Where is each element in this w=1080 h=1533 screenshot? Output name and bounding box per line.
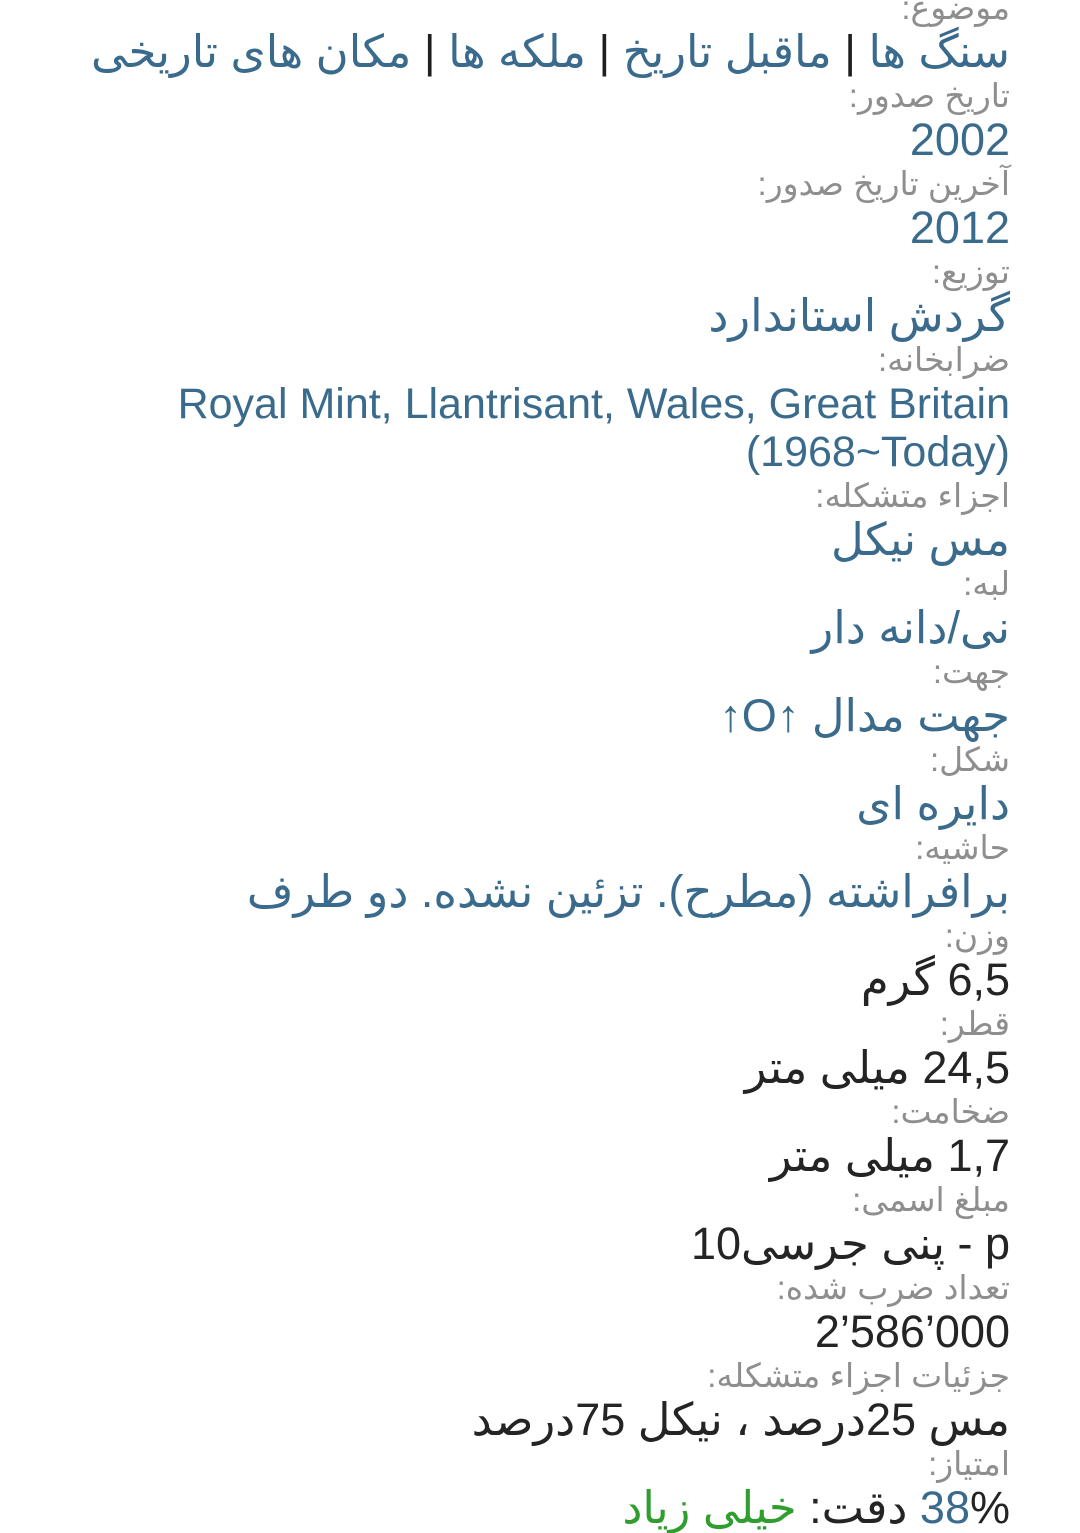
score-accuracy-link[interactable]: خیلی زیاد bbox=[622, 1482, 797, 1533]
last-issue-date-label: آخرین تاریخ صدور: bbox=[757, 165, 1010, 202]
subject-value bbox=[40, 28, 1010, 76]
thickness-value: 1,7 میلی متر bbox=[769, 1130, 1010, 1181]
composition-link[interactable]: مس نیکل bbox=[830, 514, 1010, 565]
weight-label: وزن: bbox=[944, 917, 1010, 954]
score-percent: 38 bbox=[919, 1482, 970, 1533]
subject-separator: | bbox=[411, 26, 449, 77]
score-value bbox=[40, 1484, 1010, 1532]
shape-link[interactable]: دایره ای bbox=[856, 778, 1010, 829]
subject-label: موضوع: bbox=[901, 0, 1010, 26]
subject-separator: | bbox=[586, 26, 623, 77]
weight-value: 6,5 گرم bbox=[860, 954, 1010, 1005]
distribution-link[interactable]: گردش استاندارد bbox=[708, 290, 1010, 341]
edge-link[interactable]: نی/دانه دار bbox=[811, 602, 1010, 653]
composition-details-label: جزئیات اجزاء متشکله: bbox=[707, 1357, 1010, 1394]
diameter-label: قطر: bbox=[939, 1005, 1010, 1042]
mintage-label: تعداد ضرب شده: bbox=[776, 1269, 1010, 1306]
rim-link[interactable]: برافراشته (مطرح). تزئین نشده. دو طرف bbox=[246, 866, 1010, 917]
distribution-label: توزیع: bbox=[931, 253, 1010, 290]
face-value-value: p - پنی جرسی10 bbox=[690, 1218, 1010, 1269]
composition-details-value: مس 25درصد ، نیکل 75درصد bbox=[471, 1394, 1010, 1445]
score-percent-sign: % bbox=[969, 1482, 1010, 1533]
thickness-label: ضخامت: bbox=[891, 1093, 1010, 1130]
shape-label: شکل: bbox=[929, 741, 1010, 778]
face-value-label: مبلغ اسمی: bbox=[852, 1181, 1010, 1218]
mint-label: ضرابخانه: bbox=[878, 341, 1010, 378]
score-accuracy-label: دقت: bbox=[796, 1482, 920, 1533]
subject-separator: | bbox=[831, 26, 869, 77]
last-issue-date-link[interactable]: 2012 bbox=[909, 202, 1010, 253]
mintage-value: 2’586’000 bbox=[814, 1306, 1010, 1357]
composition-label: اجزاء متشکله: bbox=[815, 477, 1010, 514]
issue-date-link[interactable]: 2002 bbox=[909, 114, 1010, 165]
subject-tag-link[interactable]: سنگ ها bbox=[868, 26, 1010, 77]
subject-tag-link[interactable]: مکان های تاریخی bbox=[90, 26, 412, 77]
orientation-link[interactable]: جهت مدال ↑O↑ bbox=[719, 690, 1010, 741]
subject-tag-link[interactable]: ماقبل تاریخ bbox=[622, 26, 832, 77]
orientation-label: جهت: bbox=[932, 653, 1010, 690]
mint-link[interactable]: Royal Mint, Llantrisant, Wales, Great Britain (1968~Today) bbox=[177, 380, 1010, 476]
subject-tag-link[interactable]: ملکه ها bbox=[448, 26, 587, 77]
issue-date-label: تاریخ صدور: bbox=[848, 77, 1010, 114]
rim-label: حاشیه: bbox=[915, 829, 1010, 866]
diameter-value: 24,5 میلی متر bbox=[744, 1042, 1010, 1093]
score-label: امتیاز: bbox=[928, 1445, 1010, 1482]
edge-label: لبه: bbox=[963, 565, 1010, 602]
